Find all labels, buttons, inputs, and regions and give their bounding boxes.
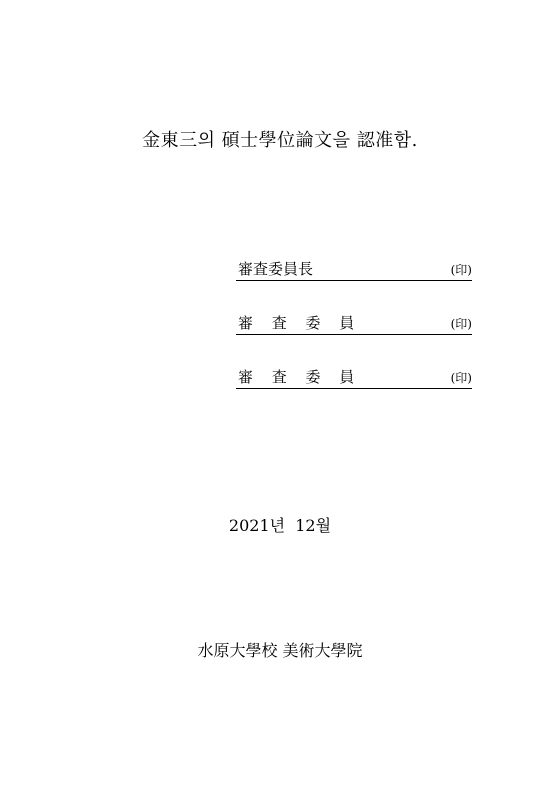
- seal-mark: (印): [450, 317, 472, 331]
- signature-line-member-2: [236, 366, 472, 389]
- committee-role-member: 審 査 委 員: [238, 314, 362, 332]
- seal-mark: (印): [450, 371, 472, 385]
- committee-role-member: 審 査 委 員: [238, 368, 362, 386]
- signature-line-member-1: [236, 312, 472, 335]
- institution-name: 水原大學校 美術大學院: [197, 641, 363, 660]
- approval-date: 2021년 12월: [228, 516, 332, 535]
- committee-signature-block: [236, 258, 472, 420]
- seal-mark: (印): [450, 263, 472, 277]
- approval-statement: 金東三의 碩士學位論文을 認准함.: [142, 130, 418, 151]
- committee-role-chair: 審査委員長: [238, 260, 314, 278]
- signature-line-chair: [236, 258, 472, 281]
